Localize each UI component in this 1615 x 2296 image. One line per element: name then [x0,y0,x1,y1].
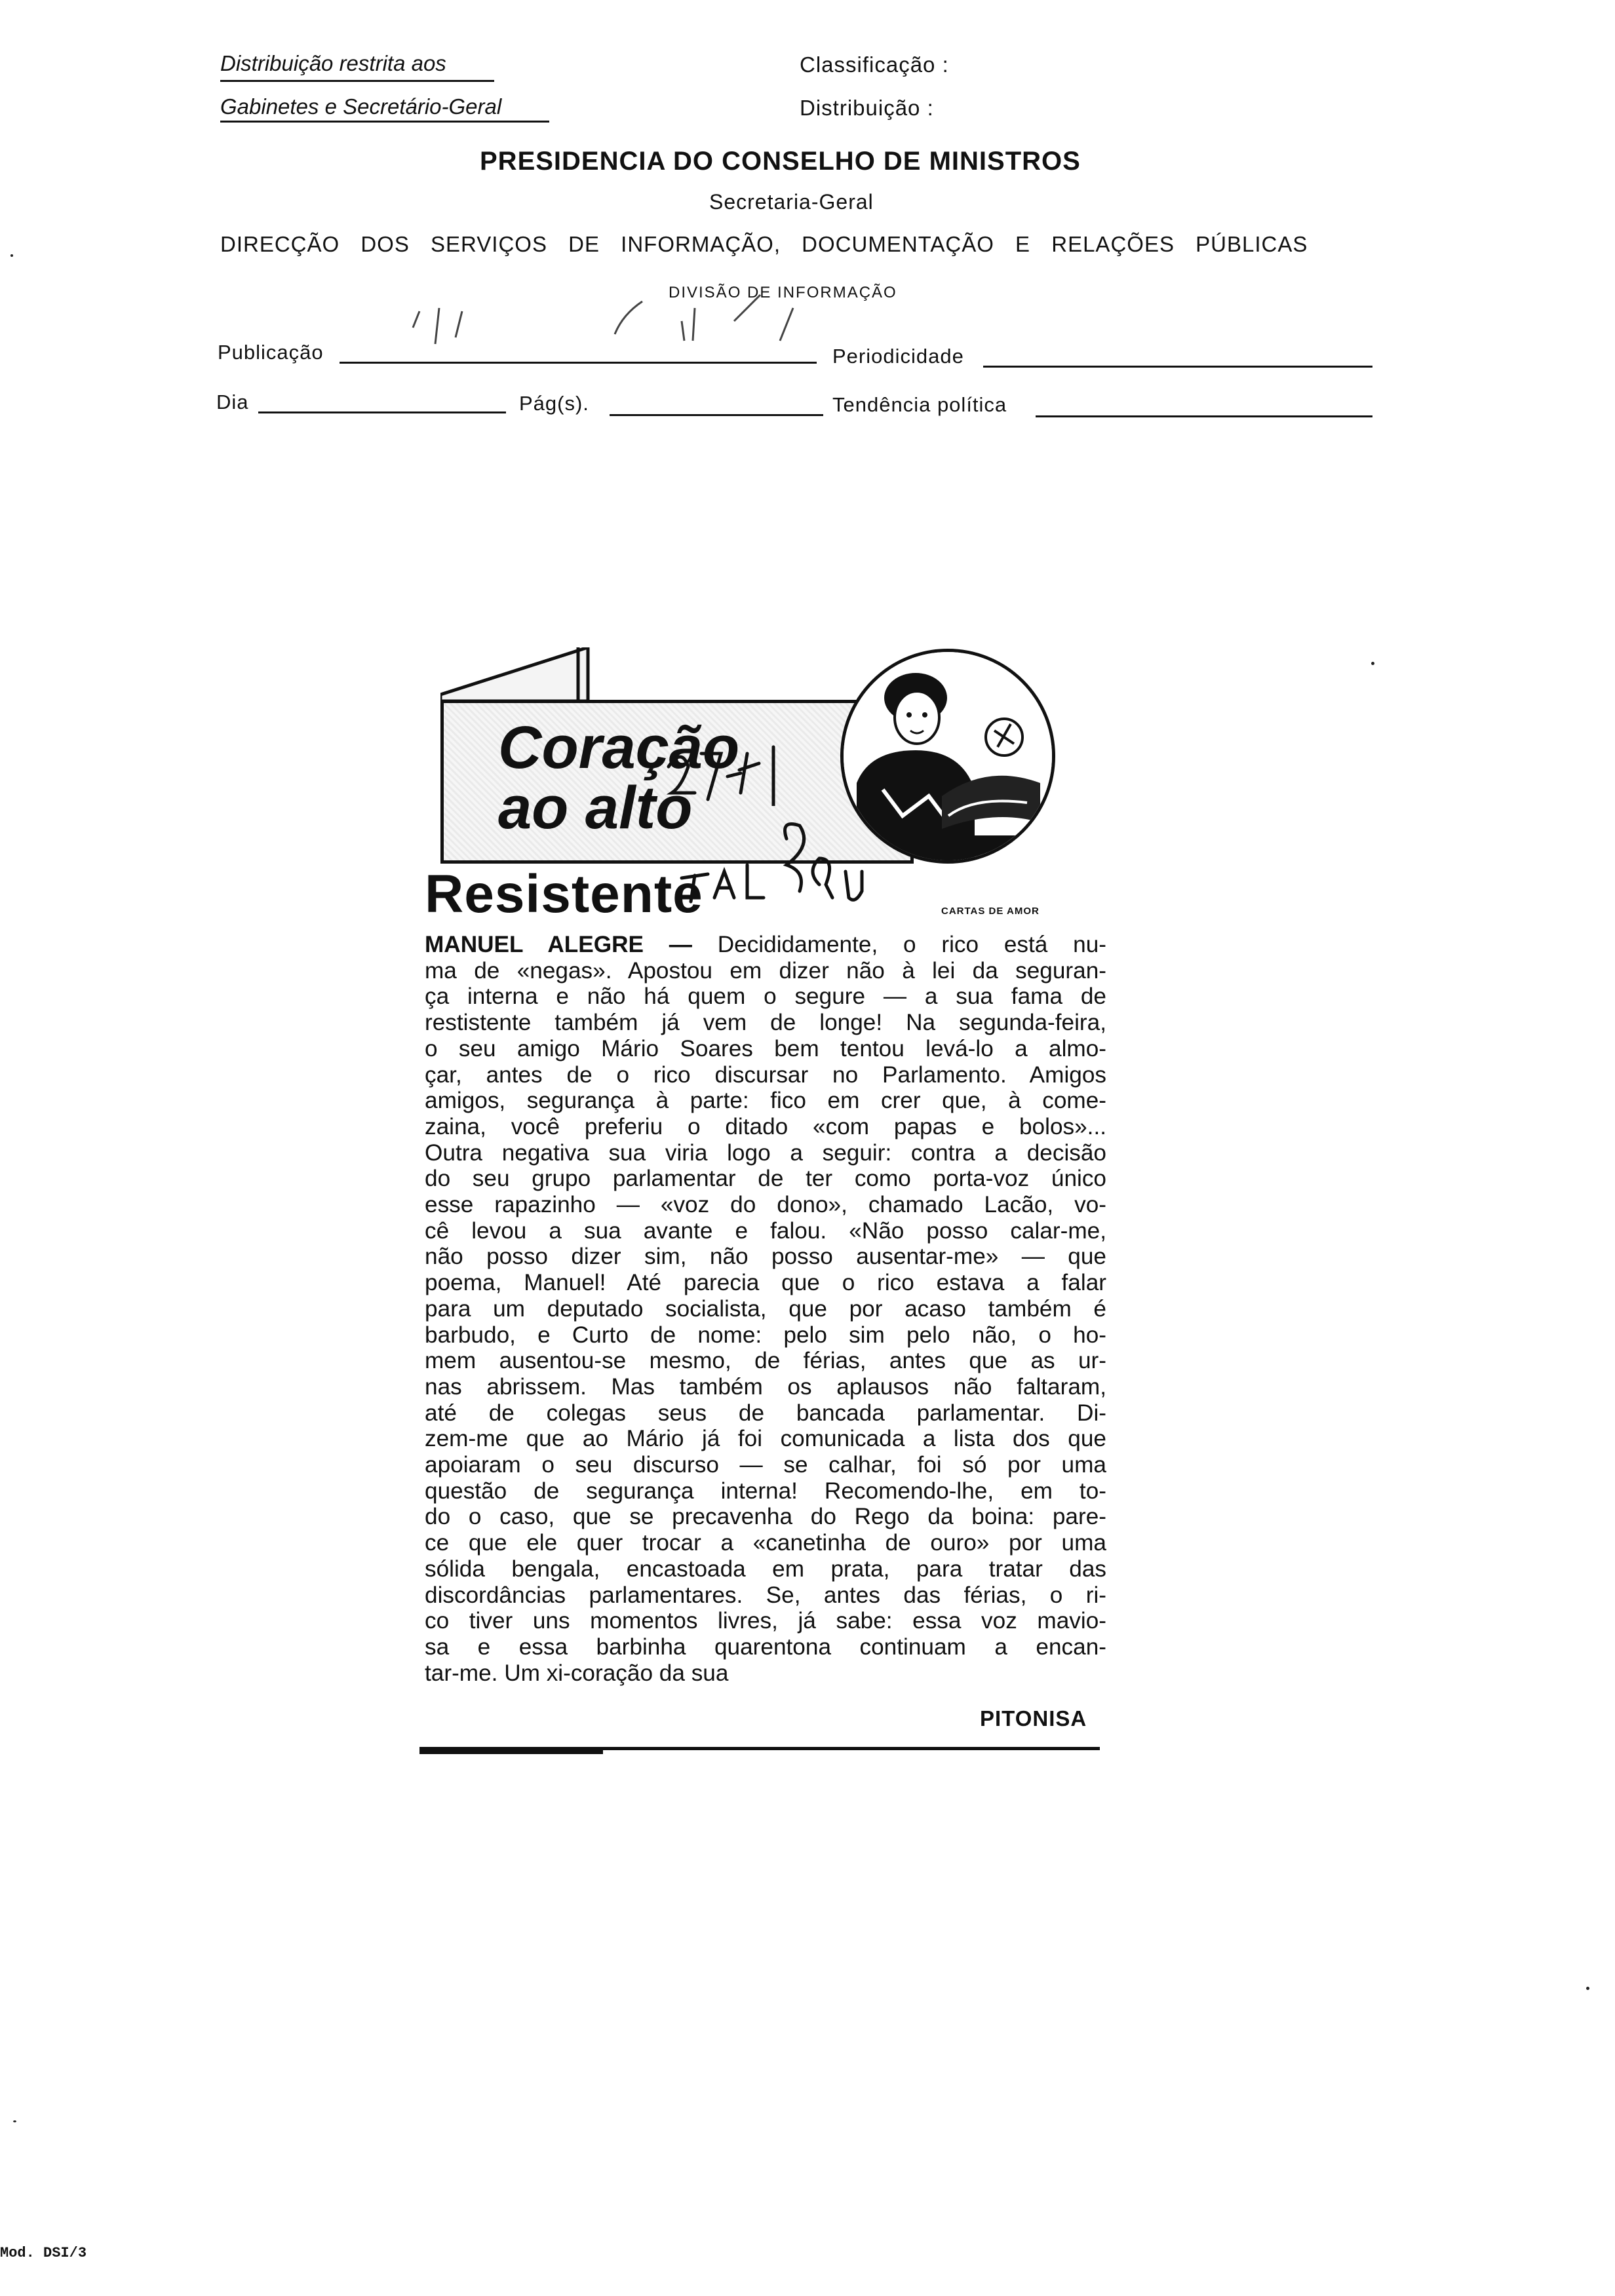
periodicidade-label: Periodicidade [832,345,964,368]
article-line: discordâncias parlamentares. Se, antes das férias, o ri- [425,1582,1106,1608]
handwritten-source-annotation [675,819,924,917]
article-line: até de colegas seus de bancada parlamentar. Di- [425,1400,1106,1426]
scan-speck [13,2120,16,2122]
scan-speck [1586,1987,1589,1990]
publicacao-field-line [340,362,817,364]
article-line: poema, Manuel! Até parecia que o rico estava a falar [425,1270,1106,1296]
clipping-bottom-rule-thick [419,1748,603,1754]
header-underline-2 [220,121,549,123]
distribuicao-label: Distribuição : [800,96,934,120]
banner-fold-flap [440,647,591,701]
direccao-heading: DIRECÇÃO DOS SERVIÇOS DE INFORMAÇÃO, DOCUMENTAÇÃO E RELAÇÕES PÚBLICAS [220,232,1308,256]
article-line: nas abrissem. Mas também os aplausos não faltaram, [425,1373,1106,1400]
article-line: questão de segurança interna! Recomendo-lhe, em to- [425,1478,1106,1504]
article-body [425,932,1106,1686]
periodicidade-field-line [983,366,1372,368]
faint-stamp-marks [341,282,813,360]
dia-field-line [258,411,506,413]
article-line: co tiver uns momentos livres, já sabe: essa voz mavio- [425,1608,1106,1634]
article-line: para um deputado socialista, que por acaso também é [425,1295,1106,1322]
article-line: zem-me que ao Mário já foi comunicada a lista dos que [425,1426,1106,1452]
article-signature: PITONISA [980,1706,1087,1731]
divisao-heading: DIVISÃO DE INFORMAÇÃO [669,284,897,301]
column-title-line1: Coração [498,714,740,781]
article-line: zaina, você preferiu o ditado «com papas e bolos»... [425,1113,1106,1139]
page-title: PRESIDENCIA DO CONSELHO DE MINISTROS [480,147,1081,176]
article-line: ça interna e não há quem o segure — a sua fama de [425,984,1106,1010]
publicacao-label: Publicação [218,341,324,364]
article-line: barbudo, e Curto de nome: pelo sim pelo não, o ho- [425,1322,1106,1348]
article-line: não posso dizer sim, não posso ausentar-me» — que [425,1244,1106,1270]
handwritten-date-annotation [662,740,819,806]
article-line: sa e essa barbinha quarentona continuam a encan- [425,1634,1106,1660]
article-line: esse rapazinho — «voz do dono», chamado Lacão, vo- [425,1192,1106,1218]
header-underline-1 [220,80,494,82]
dia-label: Dia [216,391,249,413]
article-line: do o caso, que se precavenha do Rego da boina: pare- [425,1504,1106,1530]
article-line: amigos, segurança à parte: fico em crer que, à come- [425,1088,1106,1114]
pags-field-line [610,414,823,416]
page-subtitle: Secretaria-Geral [709,190,874,214]
scan-speck [1371,662,1374,665]
scan-speck [10,254,13,257]
article-line: do seu grupo parlamentar de ter como porta-voz único [425,1166,1106,1192]
article-line: Outra negativa sua viria logo a seguir: contra a decisão [425,1139,1106,1166]
pags-label: Pág(s). [519,392,589,415]
article-line: ma de «negas». Apostou em dizer não à lei da seguran- [425,957,1106,984]
article-line: apoiaram o seu discurso — se calhar, foi só por uma [425,1452,1106,1478]
form-code: Mod. DSI/3 [0,2245,87,2261]
article-line: çar, antes de o rico discursar no Parlamento. Amigos [425,1062,1106,1088]
tendencia-field-line [1036,415,1372,417]
classificacao-label: Classificação : [800,52,949,77]
distribution-restriction-line1: Distribuição restrita aos [220,51,446,75]
article-headline: Resistente [425,864,703,924]
illustration-caption: CARTAS DE AMOR [939,906,1042,917]
article-line: mem ausentou-se mesmo, de férias, antes que as ur- [425,1348,1106,1374]
distribution-restriction-line2: Gabinetes e Secretário-Geral [220,94,502,119]
article-line: sólida bengala, encastoada em prata, para tratar das [425,1556,1106,1582]
article-line: cê levou a sua avante e falou. «Não posso calar-me, [425,1217,1106,1244]
article-line: ce que ele quer trocar a «canetinha de ouro» por uma [425,1530,1106,1556]
tendencia-label: Tendência política [832,393,1007,416]
article-line: tar-me. Um xi-coração da sua [425,1660,729,1686]
column-title-line2: ao alto [498,775,693,841]
article-line-1: MANUEL ALEGRE — Decididamente, o rico está nu- [425,932,1106,957]
article-author: MANUEL ALEGRE — [425,932,692,957]
article-line: o seu amigo Mário Soares bem tentou levá-lo a almo- [425,1035,1106,1062]
article-line: restistente também já vem de longe! Na segunda-feira, [425,1010,1106,1036]
